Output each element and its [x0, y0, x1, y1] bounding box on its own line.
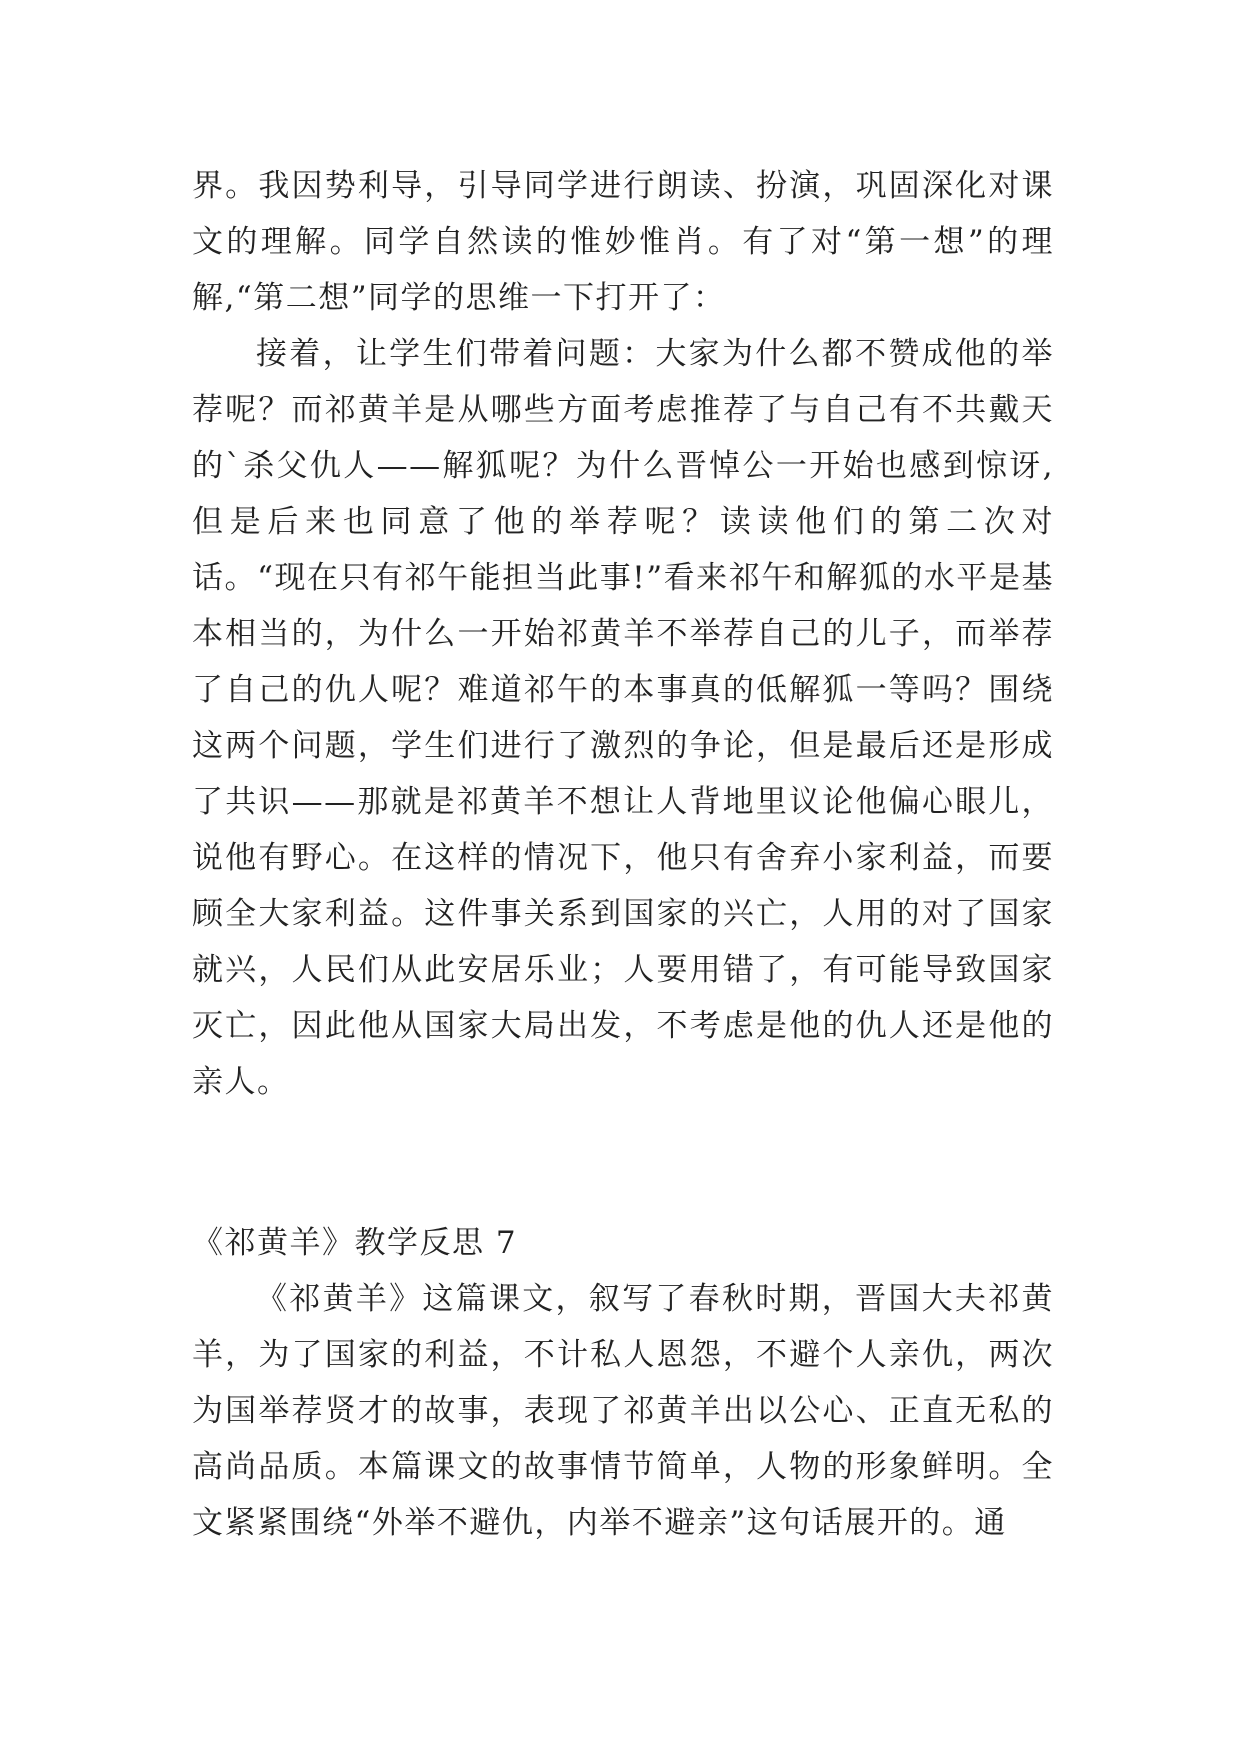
paragraph-discussion: 接着，让学生们带着问题：大家为什么都不赞成他的举荐呢？而祁黄羊是从哪些方面考虑推荐了与自己有不共戴天的`杀父仇人——解狐呢？为什么晋悼公一开始也感到惊讶,但是后来也同意了他的举荐呢？读读他们的第二次对话。“现在只有祁午能担当此事!”看来祁午和解狐的水平是基本相当的，为什么一开始祁黄羊不举荐自己的儿子，而举荐了自己的仇人呢？难道祁午的本事真的低解狐一等吗？围绕这两个问题，学生们进行了激烈的争论，但是最后还是形成了共识——那就是祁黄羊不想让人背地里议论他偏心眼儿，说他有野心。在这样的情况下，他只有舍弃小家利益，而要顾全大家利益。这件事关系到国家的兴亡，人用的对了国家就兴，人民们从此安居乐业；人要用错了，有可能导致国家灭亡，因此他从国家大局出发，不考虑是他的仇人还是他的亲人。: [192, 336, 1054, 1100]
text-block-lower: [192, 1271, 1054, 1551]
section-heading: 《祁黄羊》教学反思 7: [192, 1225, 518, 1261]
paragraph-reflection-intro: 《祁黄羊》这篇课文，叙写了春秋时期，晋国大夫祁黄羊，为了国家的利益，不计私人恩怨，不避个人亲仇，两次为国举荐贤才的故事，表现了祁黄羊出以公心、正直无私的高尚品质。本篇课文的故事情节简单，人物的形象鲜明。全文紧紧围绕“外举不避仇，内举不避亲”这句话展开的。通: [192, 1281, 1054, 1541]
text-block-upper: [192, 158, 1054, 1110]
continued-paragraph: 界。我因势利导，引导同学进行朗读、扮演，巩固深化对课文的理解。同学自然读的惟妙惟肖。有了对“第一想”的理解,“第二想”同学的思维一下打开了：: [192, 168, 1054, 316]
